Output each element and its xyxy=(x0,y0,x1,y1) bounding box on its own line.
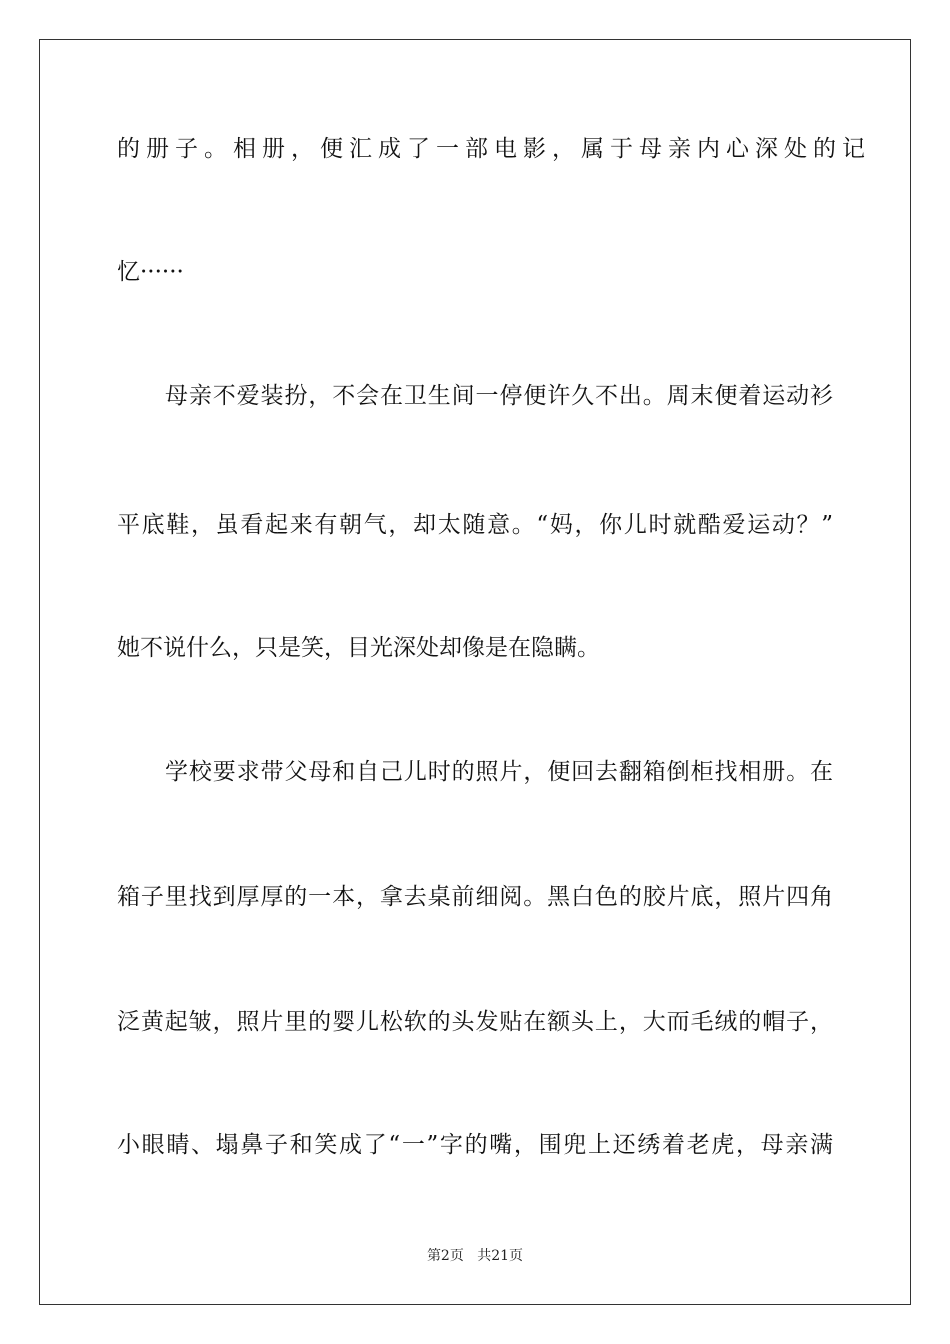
page-total: 共21页 xyxy=(477,1248,524,1264)
text-line: 她不说什么，只是笑，目光深处却像是在隐瞒。 xyxy=(117,635,600,661)
text-line: 箱子里找到厚厚的一本，拿去桌前细阅。黑白色的胶片底，照片四角 xyxy=(117,884,833,910)
text-line: 的册子。相册，便汇成了一部电影，属于母亲内心深处的记 xyxy=(117,136,871,162)
text-line: 小眼睛、塌鼻子和笑成了“一”字的嘴，围兜上还绣着老虎，母亲满 xyxy=(117,1132,833,1158)
text-line: 泛黄起皱，照片里的婴儿松软的头发贴在额头上，大而毛绒的帽子， xyxy=(117,1009,833,1035)
text-line: 学校要求带父母和自己儿时的照片，便回去翻箱倒柜找相册。在 xyxy=(165,759,833,785)
page-border xyxy=(39,39,911,1305)
text-line: 平底鞋，虽看起来有朝气，却太随意。“妈，你儿时就酷爱运动？” xyxy=(117,512,833,538)
text-line: 忆······ xyxy=(117,259,184,285)
page-number: 第2页 xyxy=(426,1248,464,1264)
page-footer xyxy=(0,1247,950,1265)
text-line: 母亲不爱装扮，不会在卫生间一停便许久不出。周末便着运动衫 xyxy=(165,383,833,409)
